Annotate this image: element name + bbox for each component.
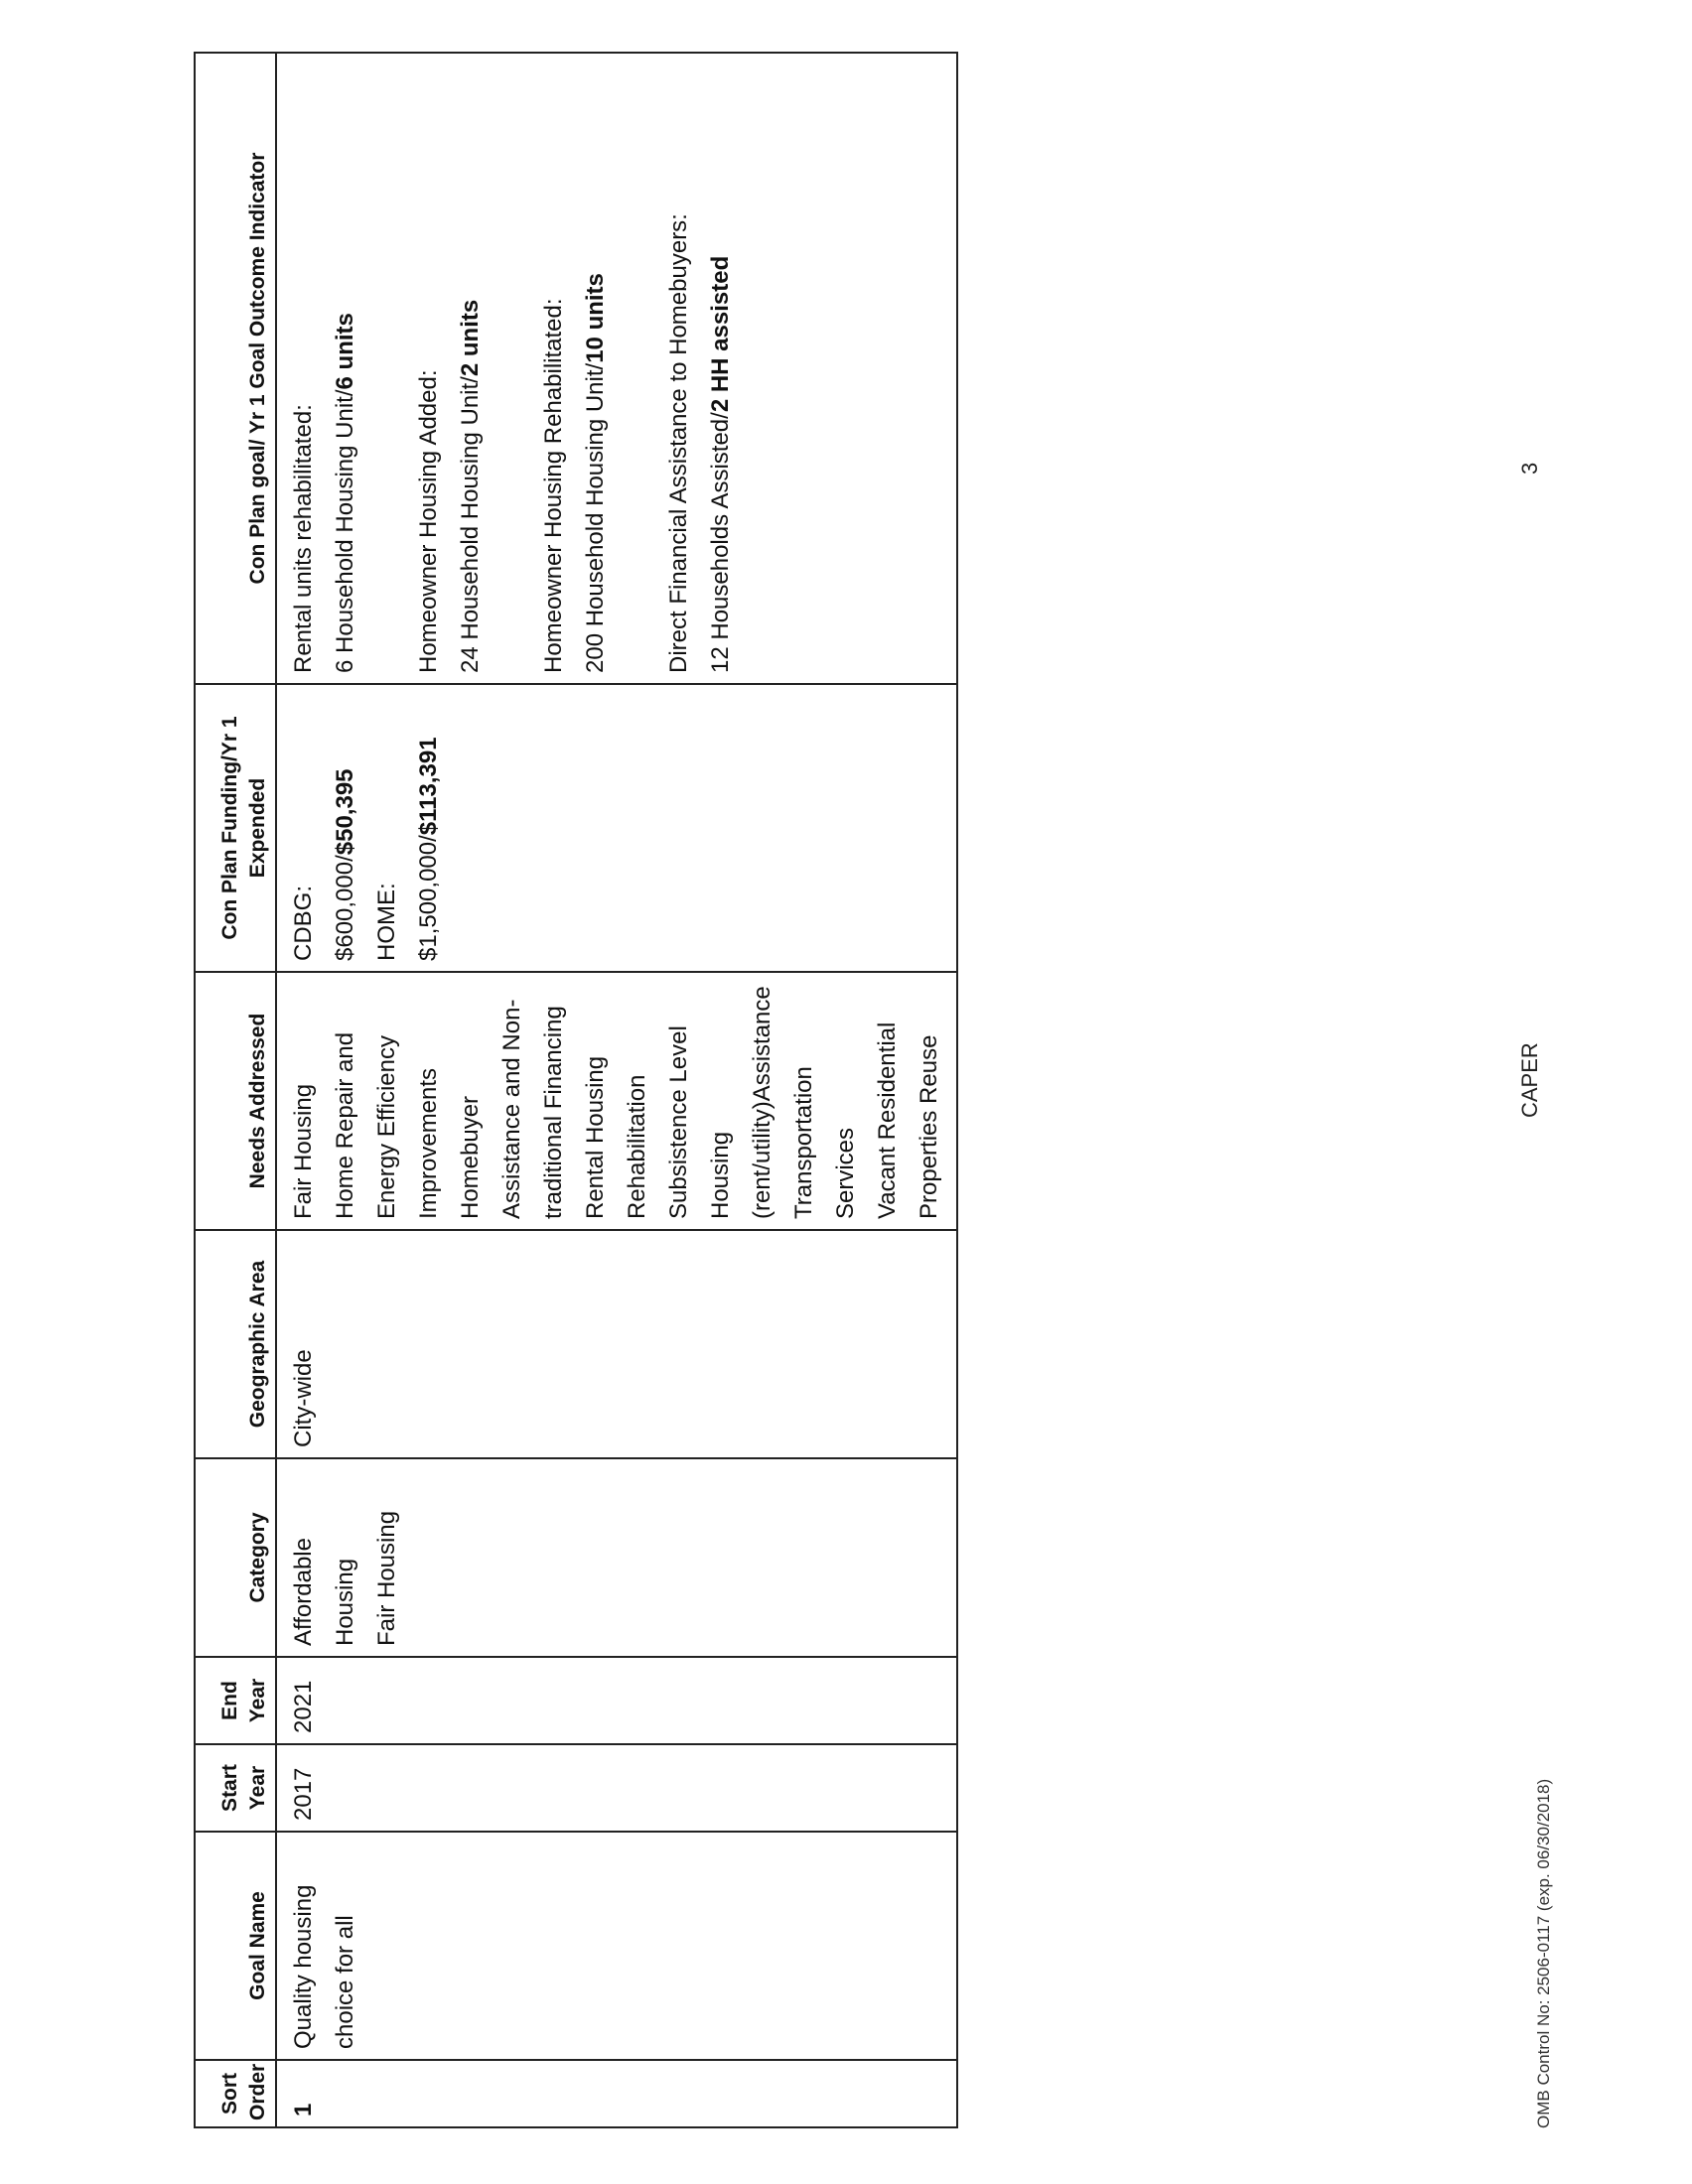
cell-start-year: 2017 [276, 1744, 957, 1832]
outcome-achieved: 2 HH assisted [707, 255, 734, 413]
need-item: Fair Housing [290, 1083, 317, 1219]
home-expended: $113,391 [415, 737, 442, 836]
header-needs-addressed: Needs Addressed [195, 972, 276, 1230]
need-item: Homebuyer Assistance and Non-traditional Financing [457, 999, 567, 1219]
cell-end-year: 2021 [276, 1657, 957, 1744]
cell-goal-name: Quality housing choice for all [276, 1832, 957, 2060]
page-number: 3 [1517, 462, 1542, 475]
header-end-year: End Year [195, 1657, 276, 1744]
sort-order-value: 1 [290, 2103, 317, 2116]
home-amounts [408, 695, 450, 961]
home-label: HOME: [373, 883, 400, 961]
outcome-achieved: 2 units [457, 299, 484, 377]
spacer [617, 64, 658, 673]
outcome-value [700, 64, 742, 673]
outcome-text: 6 Household Housing Unit/ [332, 389, 358, 673]
header-row [195, 53, 276, 2127]
header-goal-name: Goal Name [195, 1832, 276, 2060]
outcome-value [575, 64, 617, 673]
header-category: Category [195, 1458, 276, 1657]
outcome-value [325, 64, 366, 673]
cell-outcome [276, 53, 957, 684]
cdbg-label: CDBG: [290, 885, 317, 961]
outcome-text: 12 Households Assisted/ [707, 412, 734, 673]
cdbg-expended: $50,395 [332, 768, 358, 856]
outcome-text: 24 Household Housing Unit/ [457, 376, 484, 673]
header-sort-order: Sort Order [195, 2060, 276, 2127]
category-item: Affordable Housing [290, 1538, 358, 1646]
spacer [492, 64, 533, 673]
header-start-year: Start Year [195, 1744, 276, 1832]
need-item: Rental Housing Rehabilitation [582, 1055, 650, 1219]
outcome-achieved: 6 units [332, 313, 358, 390]
need-item: Transportation Services [790, 1066, 859, 1219]
goals-table [194, 52, 958, 2128]
cell-needs-addressed [276, 972, 957, 1230]
outcome-label: Rental units rehabilitated: [290, 404, 317, 673]
header-geographic-area: Geographic Area [195, 1230, 276, 1458]
outcome-label: Homeowner Housing Added: [415, 369, 442, 673]
outcome-value [450, 64, 492, 673]
cell-geographic-area: City-wide [276, 1230, 957, 1458]
outcome-label: Direct Financial Assistance to Homebuyers: [665, 213, 692, 673]
table-row [276, 53, 957, 2127]
need-item: Subsistence Level Housing (rent/utility)Assistance [665, 986, 776, 1219]
cdbg-amounts [325, 695, 366, 961]
cell-sort-order [276, 2060, 957, 2127]
header-funding: Con Plan Funding/Yr 1 Expended [195, 684, 276, 972]
home-plan: $1,500,000/ [415, 835, 442, 961]
outcome-label: Homeowner Housing Rehabilitated: [540, 298, 567, 673]
category-item: Fair Housing [373, 1510, 400, 1646]
caper-label: CAPER [1517, 1042, 1542, 1118]
outcome-achieved: 10 units [582, 273, 609, 363]
spacer [366, 64, 408, 673]
need-item: Vacant Residential Properties Reuse [874, 1022, 942, 1219]
cdbg-plan: $600,000/ [332, 855, 358, 961]
outcome-text: 200 Household Housing Unit/ [582, 362, 609, 673]
header-outcome: Con Plan goal/ Yr 1 Goal Outcome Indicator [195, 53, 276, 684]
need-item: Home Repair and Energy Efficiency Improvements [332, 1031, 442, 1219]
omb-control-number: OMB Control No: 2506-0117 (exp. 06/30/2018) [1534, 1778, 1553, 2128]
cell-category [276, 1458, 957, 1657]
cell-funding [276, 684, 957, 972]
